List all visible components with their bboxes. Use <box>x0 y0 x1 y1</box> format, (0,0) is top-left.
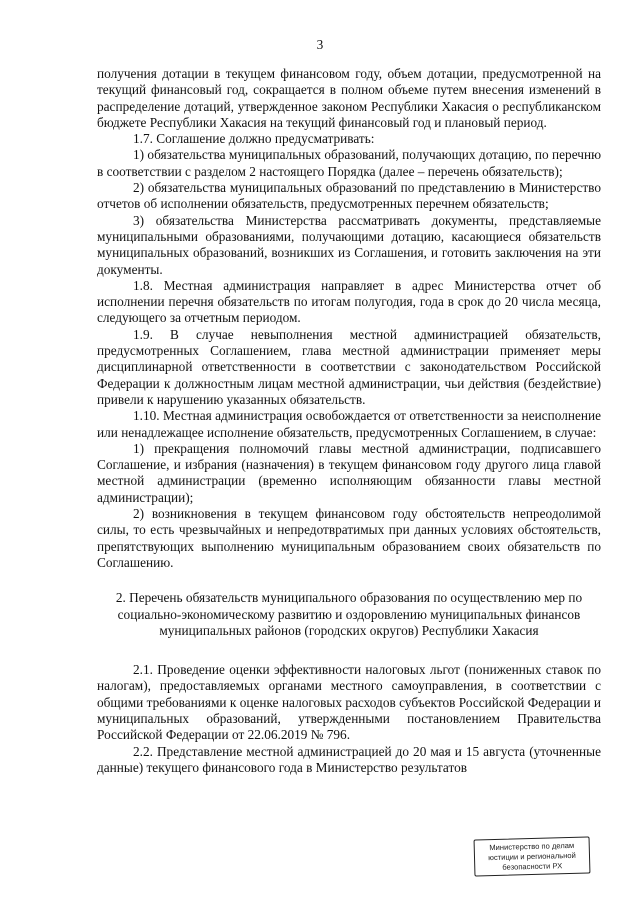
registration-stamp <box>474 836 591 876</box>
document-body <box>97 66 601 776</box>
section-heading <box>97 590 601 639</box>
section-heading-line: 2. Перечень обязательств муниципального образования по осуществлению мер по <box>115 590 583 606</box>
section-heading-line: муниципальных районов (городских округов) Республики Хакасия <box>159 622 539 638</box>
paragraph: 1.8. Местная администрация направляет в адрес Министерства отчет об исполнении перечня обязательств по итогам полугодия, года в срок до 20 числа месяца, следующего за отчетным периодом. <box>97 277 601 326</box>
page-number: 3 <box>316 37 324 52</box>
stamp-line: юстиции и региональной <box>488 850 576 863</box>
paragraph: получения дотации в текущем финансовом году, объем дотации, предусмотренной на текущий финансовый год, сокращается в полном объеме путем внесения изменений в распределение дотаций, утвержденное законом Республики Хакасия о республиканском бюджете Республики Хакасия на текущий финансовый год и плановый период. <box>97 66 601 130</box>
paragraph: 1) прекращения полномочий главы местной администрации, подписавшего Соглашение, и избрания (назначения) в текущем финансовом году другого лица главой местной администрации (временно исполняющим обязанности главы местной администрации); <box>97 440 601 505</box>
paragraph: 2) возникновения в текущем финансовом году обстоятельств непреодолимой силы, то есть чрезвычайных и непредотвратимых при данных условиях обстоятельств, препятствующих выполнению муниципальным образованием своих обязательств по Соглашению. <box>97 506 601 570</box>
stamp-line: безопасности РХ <box>502 861 563 872</box>
paragraph: 1.10. Местная администрация освобождается от ответственности за неисполнение или ненадлежащее исполнение обязательств, предусмотренных Соглашением, в случае: <box>97 408 601 440</box>
paragraph: 3) обязательства Министерства рассматривать документы, представляемые муниципальными образованиями, получающими дотацию, касающиеся обязательств муниципальных образований, возникших из Соглашения, и готовить заключения на эти документы. <box>97 212 601 277</box>
paragraph: 2.2. Представление местной администрацией до 20 мая и 15 августа (уточненные данные) текущего финансового года в Министерство результатов <box>97 743 601 775</box>
paragraph: 1.9. В случае невыполнения местной администрацией обязательств, предусмотренных Соглашением, глава местной администрации применяет меры дисциплинарной ответственности в соответствии с законодательством Российской Федерации к должностным лицам местной администрации, чьи действия (бездействие) привели к нарушению указанных обязательств. <box>97 326 601 407</box>
section-heading-line: социально-экономическому развитию и оздоровлению муниципальных финансов <box>117 606 581 622</box>
paragraph: 1.7. Соглашение должно предусматривать: <box>133 131 375 147</box>
paragraph: 1) обязательства муниципальных образований, получающих дотацию, по перечню в соответствии с разделом 2 настоящего Порядка (далее – перечень обязательств); <box>97 147 601 179</box>
paragraph: 2) обязательства муниципальных образований по представлению в Министерство отчетов об исполнении обязательств, предусмотренных перечнем обязательств; <box>97 180 601 212</box>
stamp-line: Министерство по делам <box>489 840 575 853</box>
paragraph: 2.1. Проведение оценки эффективности налоговых льгот (пониженных ставок по налогам), предоставляемых органами местного самоуправления, в соответствии с общими требованиями к оценке налоговых расходов субъектов Российской Федерации и муниципальных образований, утвержденными постановлением Правительства Российской Федерации от 22.06.2019 № 796. <box>97 662 601 743</box>
